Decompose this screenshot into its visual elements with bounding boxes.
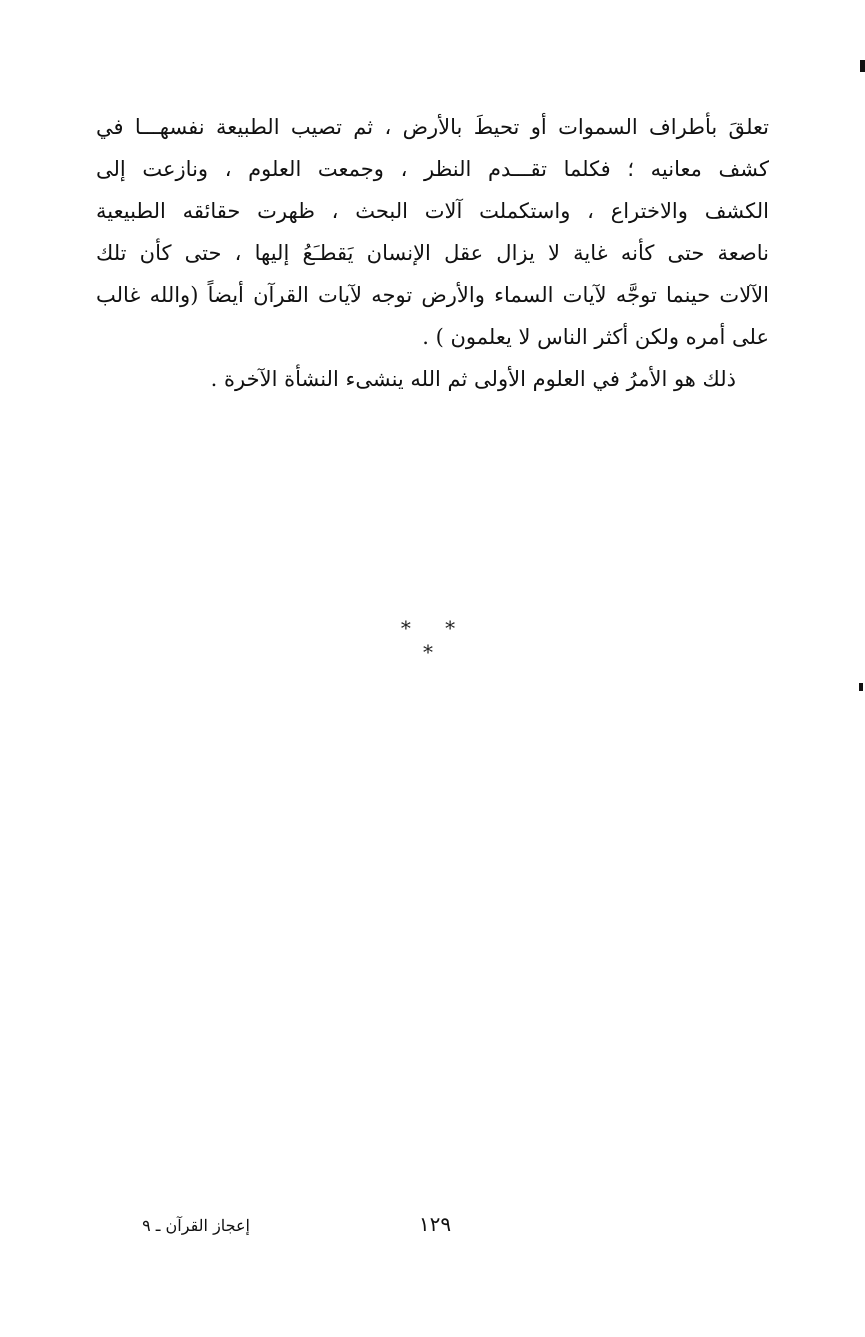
paragraph-1-line: تعلقَ بأطراف السموات أو تحيطَ بالأرض ، ثم تصيب الطبيعة نفسهـــا في: [96, 115, 769, 139]
footer-book-title: إعجاز القرآن ـ ٩: [142, 1216, 250, 1235]
page-number: ١٢٩: [418, 1212, 452, 1236]
paragraph-1-line: ناصعة حتى كأنه غاية لا يزال عقل الإنسان يَقطـَعُ إليها ، حتى كأن تلك: [96, 241, 769, 265]
paragraph-1-line: على أمره ولكن أكثر الناس لا يعلمون ) .: [422, 325, 769, 349]
scan-edge-mark: [859, 683, 863, 691]
paragraph-2: ذلك هو الأمرُ في العلوم الأولى ثم الله ينشىء النشأة الآخرة .: [210, 367, 736, 391]
paragraph-1: [96, 106, 769, 358]
section-separator: * * *: [400, 616, 470, 664]
paragraph-1-line: الآلات حينما توجَّه لآيات السماء والأرض توجه لآيات القرآن أيضاً (والله غالب: [96, 283, 769, 307]
scan-edge-mark: [860, 60, 865, 72]
paragraph-1-line: الكشف والاختراع ، واستكملت آلات البحث ، ظهرت حقائقه الطبيعية: [96, 199, 769, 223]
paragraph-1-line: كشف معانيه ؛ فكلما تقـــدم النظر ، وجمعت العلوم ، ونازعت إلى: [96, 157, 769, 181]
